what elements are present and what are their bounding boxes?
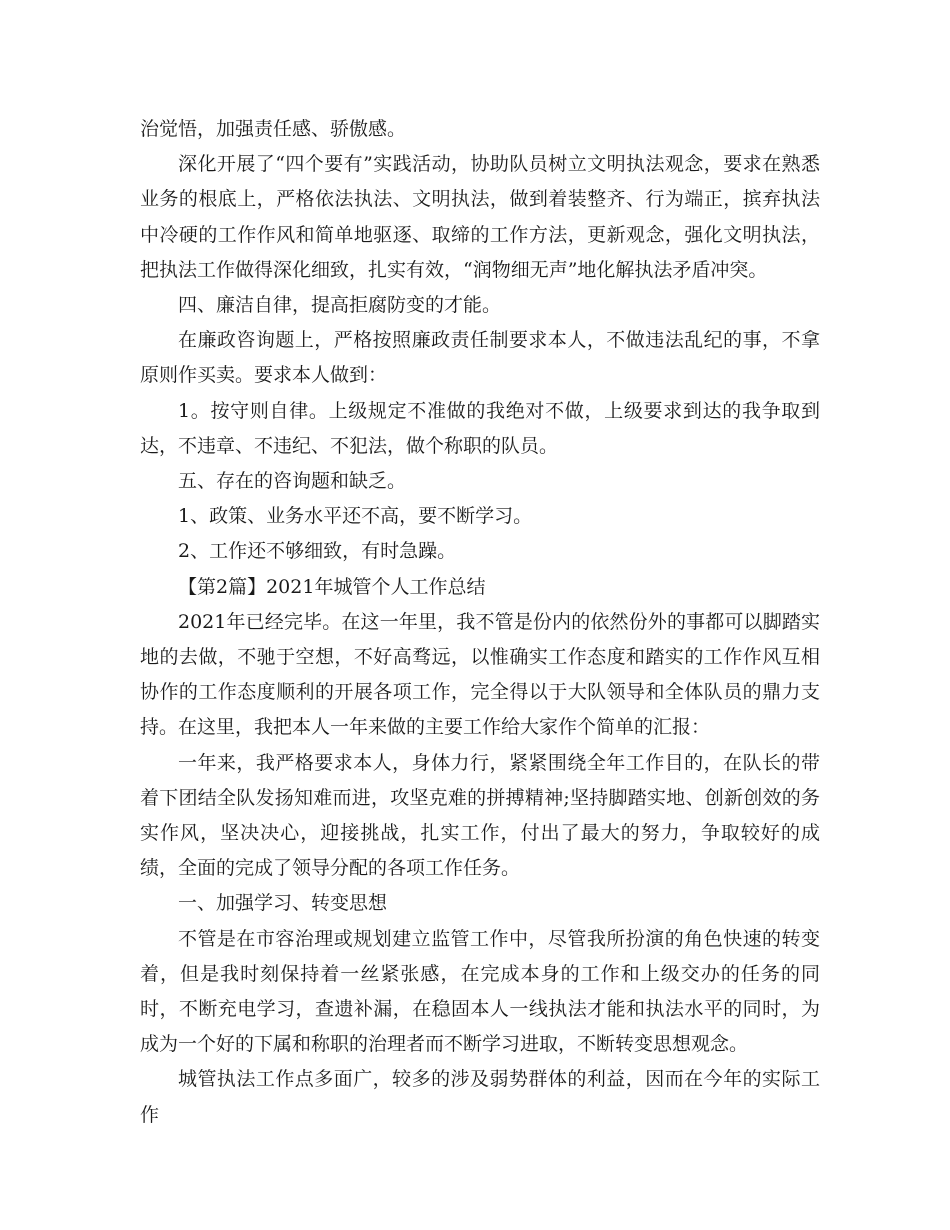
section-heading-5: 五、存在的咨询题和缺乏。	[178, 470, 407, 493]
list-item-1: 1、政策、业务水平还不高，要不断学习。	[178, 505, 533, 528]
paragraph-13: 不管是在市容治理或规划建立监管工作中，尽管我所扮演的角色快速的转变着，但是我时刻保持着一丝紧张感，在完成本身的工作和上级交办的任务的同时，不断充电学习，查遗补漏，在稳固本人一线执法才能和执法水平的同时，为成为一个好的下属和称职的治理者而不断学习进取，不断转变思想观念。	[140, 927, 820, 1056]
section-heading-4: 四、廉洁自律，提高拒腐防变的才能。	[178, 294, 502, 317]
section-heading-1: 一、加强学习、转变思想	[178, 892, 388, 915]
paragraph-14: 城管执法工作点多面广，较多的涉及弱势群体的利益，因而在今年的实际工作	[140, 1068, 820, 1126]
paragraph-10: 2021年已经完毕。在这一年里，我不管是份内的依然份外的事都可以脚踏实地的去做，不驰于空想，不好高骛远，以惟确实工作态度和踏实的工作作风互相协作的工作态度顺利的开展各项工作，完全得以于大队领导和全体队员的鼎力支持。在这里，我把本人一年来做的主要工作给大家作个简单的汇报：	[140, 610, 820, 739]
paragraph-1: 治觉悟，加强责任感、骄傲感。	[140, 118, 407, 140]
document-body	[140, 112, 820, 1133]
article-title: 【第2篇】2021年城管个人工作总结	[178, 575, 486, 598]
paragraph-4: 在廉政咨询题上，严格按照廉政责任制要求本人，不做违法乱纪的事，不拿原则作买卖。要求本人做到：	[140, 329, 820, 387]
paragraph-2: 深化开展了“四个要有”实践活动，协助队员树立文明执法观念，要求在熟悉业务的根底上，严格依法执法、文明执法，做到着装整齐、行为端正，摈弃执法中冷硬的工作作风和简单地驱逐、取缔的工作方法，更新观念，强化文明执法，把执法工作做得深化细致，扎实有效，“润物细无声”地化解执法矛盾冲突。	[140, 153, 820, 281]
list-item-2: 2、工作还不够细致，有时急躁。	[178, 540, 457, 563]
paragraph-5: 1。按守则自律。上级规定不准做的我绝对不做，上级要求到达的我争取到达，不违章、不违纪、不犯法，做个称职的队员。	[140, 399, 820, 457]
paragraph-11: 一年来，我严格要求本人，身体力行，紧紧围绕全年工作目的，在队长的带着下团结全队发扬知难而进，攻坚克难的拼搏精神;坚持脚踏实地、创新创效的务实作风，坚决决心，迎接挑战，扎实工作，付出了最大的努力，争取较好的成绩，全面的完成了领导分配的各项工作任务。	[140, 751, 820, 880]
